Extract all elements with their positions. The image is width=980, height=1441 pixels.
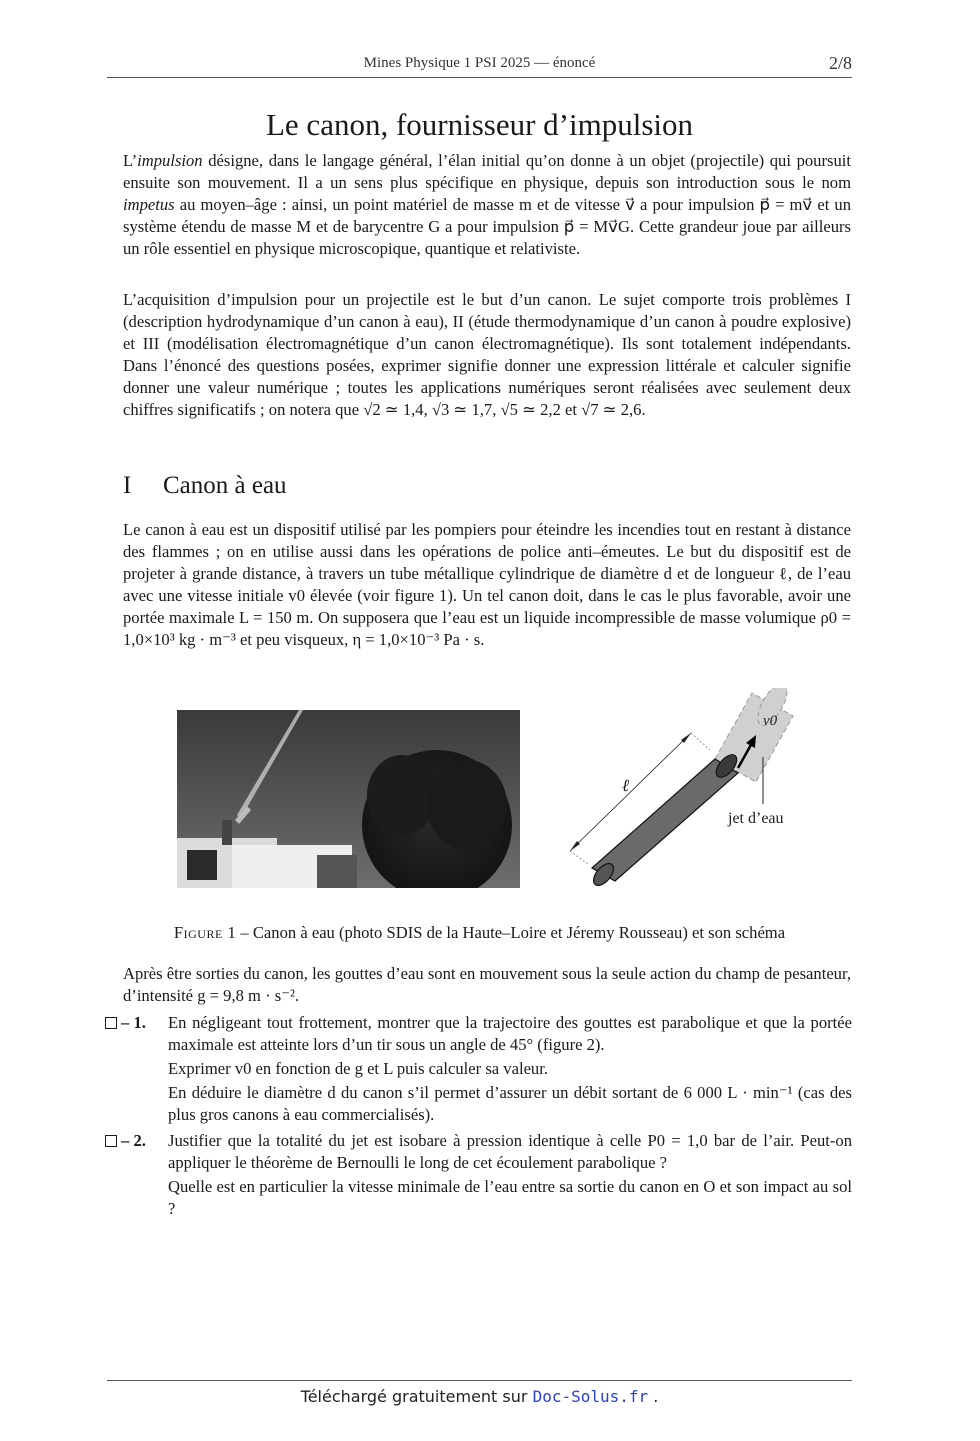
after-figure-paragraph: Après être sorties du canon, les gouttes d’eau sont en mouvement sous la seule action du champ de pesanteur, d’intensité g = 9,8 m · s⁻².	[123, 964, 851, 1005]
checkbox-icon	[105, 1135, 117, 1147]
checkbox-icon	[105, 1017, 117, 1029]
question-line: En déduire le diamètre d du canon s’il permet d’assurer un débit sortant de 6 000 L · min⁻¹ (cas des plus gros canons à eau commercialisés).	[168, 1083, 852, 1124]
footer-link[interactable]: Doc-Solus.fr	[532, 1387, 649, 1406]
page-header	[107, 53, 852, 78]
question-2	[107, 1130, 852, 1222]
water-cannon-photo	[177, 710, 520, 888]
caption-text: – Canon à eau (photo SDIS de la Haute–Loire et Jéremy Rousseau) et son schéma	[236, 923, 786, 942]
question-line: Quelle est en particulier la vitesse minimale de l’eau entre sa sortie du canon en O et son impact au sol ?	[168, 1177, 852, 1218]
footer-prefix: Téléchargé gratuitement sur	[300, 1387, 533, 1406]
section-title: Canon à eau	[163, 472, 287, 499]
cannon-tube-shape	[590, 751, 741, 889]
intro-paragraph-2: L’acquisition d’impulsion pour un projectile est le but d’un canon. Le sujet comporte trois problèmes I (description hydrodynamique d’un canon à eau), II (étude thermodynamique d’un canon à poudre explosive) et III (modélisation électromagnétique d’un canon électromagnétique). Ils sont totalement indépendants. Dans l’énoncé des questions posées, exprimer signifie donner une expression littérale et calculer signifie donner une valeur numérique ; toutes les applications numériques seront réalisées avec seulement deux chiffres significatifs ; on notera que √2 ≃ 1,4, √3 ≃ 1,7, √5 ≃ 2,2 et √7 ≃ 2,6.	[123, 290, 851, 419]
page-footer	[107, 1380, 852, 1406]
question-marker	[105, 1130, 146, 1152]
intro-text: désigne, dans le langage général, l’élan initial qu’on donne à un objet (projectile) qui poursuit ensuite son mouvement. Il a un sens plus spécifique en physique, depuis son introduction sous le nom	[123, 151, 851, 192]
footer-suffix: .	[648, 1387, 659, 1406]
question-line: Justifier que la totalité du jet est isobare à pression identique à celle P0 = 1,0 bar de l’air. Peut-on appliquer le théorème de Bernoulli le long de cet écoulement parabolique ?	[168, 1131, 852, 1172]
question-line: En négligeant tout frottement, montrer que la trajectoire des gouttes est parabolique et que la portée maximale est atteinte lors d’un tir sous un angle de 45° (figure 2).	[168, 1013, 852, 1054]
intro-paragraph-1	[123, 150, 851, 260]
footer-text	[107, 1387, 852, 1406]
section-heading	[123, 472, 287, 500]
question-number: – 2.	[121, 1131, 146, 1150]
water-cannon-diagram	[560, 688, 820, 908]
intro-emphasis: impulsion	[137, 151, 203, 170]
header-title: Mines Physique 1 PSI 2025 — énoncé	[363, 55, 596, 71]
intro-emphasis: impetus	[123, 195, 175, 214]
figure-caption	[107, 923, 852, 943]
question-number: – 1.	[121, 1013, 146, 1032]
question-line: Exprimer v0 en fonction de g et L puis calculer sa valeur.	[168, 1059, 548, 1078]
length-label: ℓ	[622, 776, 630, 795]
question-1	[107, 1012, 852, 1128]
velocity-label: v0	[763, 713, 778, 729]
caption-prefix: Figure 1	[173, 923, 237, 942]
section-number: I	[123, 472, 132, 499]
page-number: 2/8	[828, 53, 852, 73]
intro-text: L’	[123, 151, 138, 170]
intro-text: au moyen–âge : ainsi, un point matériel de masse m et de vitesse v⃗ a pour impulsion p⃗ = mv⃗ et un système étendu de masse M et de barycentre G a pour impulsion p⃗ = Mv⃗G. Cette grandeur joue par ailleurs un rôle essentiel en physique microscopique, quantique et relativiste.	[123, 195, 851, 258]
jet-label: jet d’eau	[728, 810, 784, 827]
document-title: Le canon, fournisseur d’impulsion	[265, 107, 694, 142]
question-marker	[105, 1012, 146, 1034]
section-paragraph: Le canon à eau est un dispositif utilisé par les pompiers pour éteindre les incendies tout en restant à distance des flammes ; on en utilise aussi dans les opérations de police anti–émeutes. Le but du dispositif est de projeter à grande distance, à travers un tube métallique cylindrique de diamètre d et de longueur ℓ, de l’eau avec une vitesse initiale v0 élevée (voir figure 1). Un tel canon doit, dans le cas le plus favorable, avoir une portée maximale L = 150 m. On supposera que l’eau est un liquide incompressible de masse volumique ρ0 = 1,0×10³ kg · m⁻³ et peu visqueux, η = 1,0×10⁻³ Pa · s.	[123, 520, 851, 649]
